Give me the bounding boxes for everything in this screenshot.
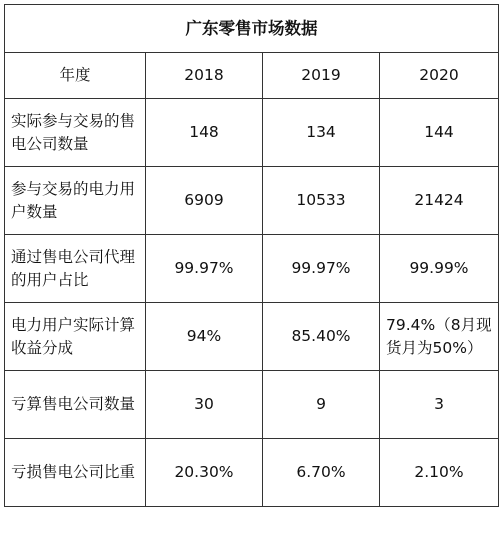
row-label: 实际参与交易的售电公司数量 [5, 99, 146, 167]
cell-value: 30 [146, 371, 263, 439]
table-row [5, 99, 499, 167]
header-year-2020: 2020 [380, 53, 499, 99]
cell-value: 99.97% [146, 235, 263, 303]
row-label: 通过售电公司代理的用户占比 [5, 235, 146, 303]
header-year-label: 年度 [5, 53, 146, 99]
cell-value: 6.70% [263, 439, 380, 507]
table-row [5, 371, 499, 439]
table-row [5, 439, 499, 507]
cell-value: 99.97% [263, 235, 380, 303]
cell-value: 85.40% [263, 303, 380, 371]
row-label: 亏算售电公司数量 [5, 371, 146, 439]
retail-market-table [4, 4, 499, 507]
table-header-row [5, 53, 499, 99]
cell-value: 94% [146, 303, 263, 371]
cell-value: 99.99% [380, 235, 499, 303]
cell-value: 3 [380, 371, 499, 439]
table-row [5, 167, 499, 235]
table-title-row [5, 5, 499, 53]
cell-value: 148 [146, 99, 263, 167]
table-row [5, 303, 499, 371]
header-year-2018: 2018 [146, 53, 263, 99]
table-row [5, 235, 499, 303]
cell-value: 144 [380, 99, 499, 167]
cell-value: 21424 [380, 167, 499, 235]
row-label: 电力用户实际计算收益分成 [5, 303, 146, 371]
row-label: 亏损售电公司比重 [5, 439, 146, 507]
cell-value: 2.10% [380, 439, 499, 507]
cell-value: 9 [263, 371, 380, 439]
table-title: 广东零售市场数据 [5, 5, 499, 53]
cell-value: 20.30% [146, 439, 263, 507]
cell-value: 6909 [146, 167, 263, 235]
cell-value: 134 [263, 99, 380, 167]
cell-value: 10533 [263, 167, 380, 235]
cell-value: 79.4%（8月现货月为50%） [380, 303, 499, 371]
header-year-2019: 2019 [263, 53, 380, 99]
row-label: 参与交易的电力用户数量 [5, 167, 146, 235]
